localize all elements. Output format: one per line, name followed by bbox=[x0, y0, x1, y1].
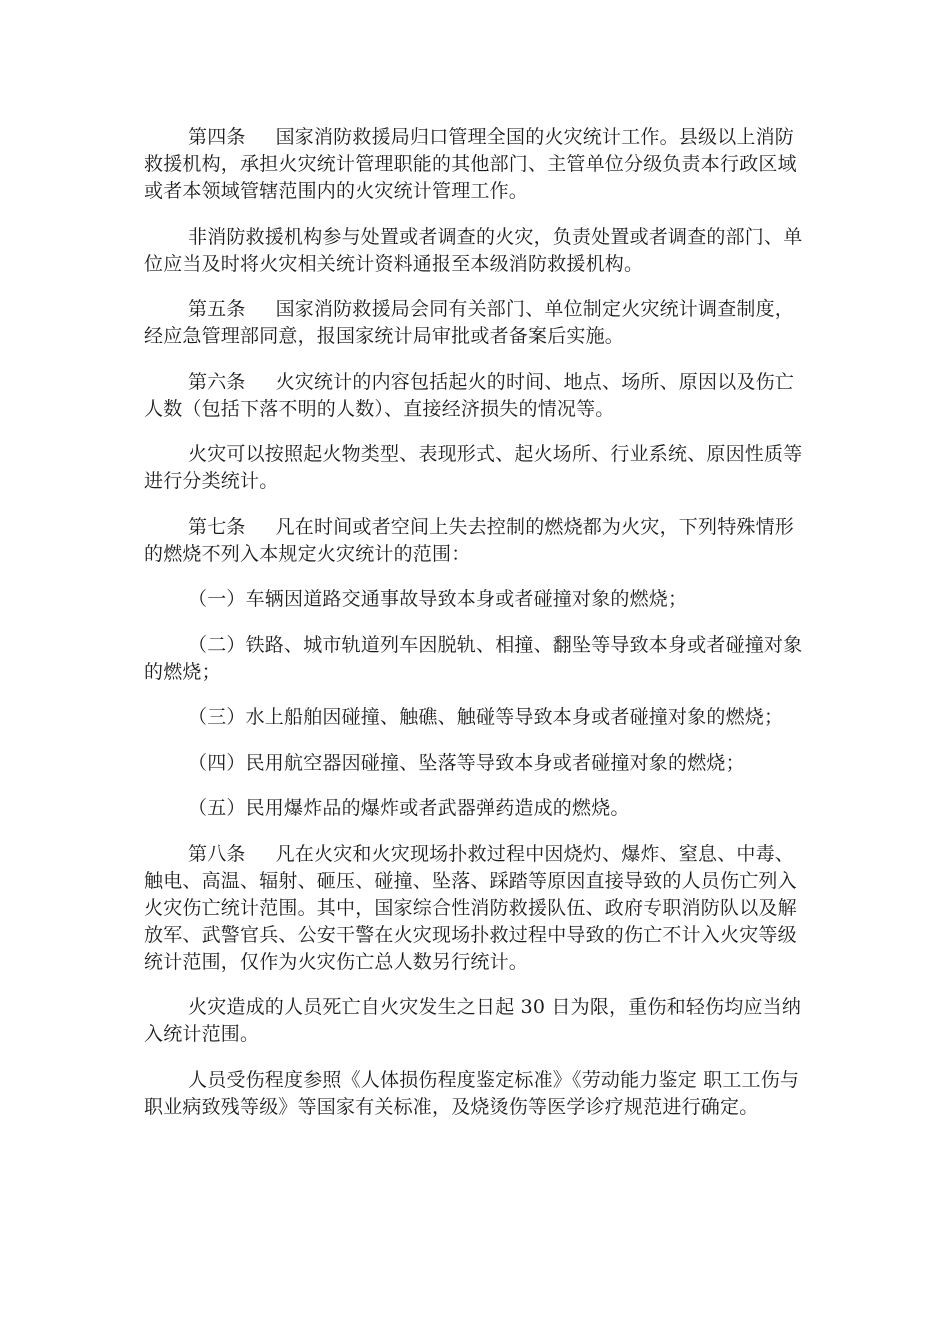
list-item-5 bbox=[144, 795, 804, 822]
paragraph-text: （二）铁路、城市轨道列车因脱轨、相撞、翻坠等导致本身或者碰撞对象的燃烧； bbox=[144, 633, 803, 683]
paragraph-text: 火灾可以按照起火物类型、表现形式、起火场所、行业系统、原因性质等进行分类统计。 bbox=[144, 443, 803, 492]
article-number: 第七条 bbox=[188, 515, 246, 538]
paragraph-text: （三）水上船舶因碰撞、触礁、触碰等导致本身或者碰撞对象的燃烧； bbox=[188, 706, 784, 728]
paragraph-text: 国家消防救援局归口管理全国的火灾统计工作。县级以上消防救援机构，承担火灾统计管理职能的其他部门、主管单位分级负责本行政区域或者本领域管辖范围内的火灾统计管理工作。 bbox=[144, 126, 797, 202]
paragraph-article-4-part-2 bbox=[144, 224, 804, 278]
list-item-4 bbox=[144, 750, 804, 777]
paragraph-article-8-part-3 bbox=[144, 1067, 804, 1121]
paragraph-text: （五）民用爆炸品的爆炸或者武器弹药造成的燃烧。 bbox=[188, 797, 630, 819]
paragraph-text: 凡在火灾和火灾现场扑救过程中因烧灼、爆炸、窒息、中毒、触电、高温、辐射、砸压、碰撞、坠落、踩踏等原因直接导致的人员伤亡列入火灾伤亡统计范围。其中，国家综合性消防救援队伍、政府专职消防队以及解放军、武警官兵、公安干警在火灾现场扑救过程中导致的伤亡不计入火灾等级统计范围，仅作为火灾伤亡总人数另行统计。 bbox=[144, 842, 797, 973]
article-number: 第五条 bbox=[188, 298, 246, 320]
paragraph-article-7 bbox=[144, 514, 804, 568]
paragraph-article-6-part-2 bbox=[144, 441, 804, 495]
document-page bbox=[144, 124, 804, 1139]
paragraph-article-8 bbox=[144, 841, 804, 976]
article-number: 第八条 bbox=[188, 842, 246, 865]
list-item-3 bbox=[144, 704, 804, 731]
paragraph-article-6 bbox=[144, 369, 804, 423]
list-item-2 bbox=[144, 632, 804, 686]
paragraph-article-4 bbox=[144, 124, 804, 205]
list-item-1 bbox=[144, 586, 804, 613]
article-number: 第六条 bbox=[188, 370, 246, 393]
paragraph-article-8-part-2 bbox=[144, 994, 804, 1048]
paragraph-text: 非消防救援机构参与处置或者调查的火灾，负责处置或者调查的部门、单位应当及时将火灾相关统计资料通报至本级消防救援机构。 bbox=[144, 225, 803, 275]
paragraph-text: （一）车辆因道路交通事故导致本身或者碰撞对象的燃烧； bbox=[188, 588, 688, 610]
paragraph-text: 人员受伤程度参照《人体损伤程度鉴定标准》《劳动能力鉴定 职工工伤与职业病致残等级》等国家有关标准，及烧烫伤等医学诊疗规范进行确定。 bbox=[144, 1068, 800, 1118]
paragraph-text: 火灾统计的内容包括起火的时间、地点、场所、原因以及伤亡人数（包括下落不明的人数）、直接经济损失的情况等。 bbox=[144, 370, 795, 420]
paragraph-article-5 bbox=[144, 296, 804, 350]
paragraph-text: （四）民用航空器因碰撞、坠落等导致本身或者碰撞对象的燃烧； bbox=[188, 751, 745, 774]
paragraph-text: 国家消防救援局会同有关部门、单位制定火灾统计调查制度，经应急管理部同意，报国家统计局审批或者备案后实施。 bbox=[144, 298, 795, 347]
article-number: 第四条 bbox=[188, 126, 246, 148]
paragraph-text: 凡在时间或者空间上失去控制的燃烧都为火灾，下列特殊情形的燃烧不列入本规定火灾统计的范围： bbox=[144, 515, 795, 565]
paragraph-text: 火灾造成的人员死亡自火灾发生之日起 30 日为限，重伤和轻伤均应当纳入统计范围。 bbox=[144, 996, 802, 1045]
